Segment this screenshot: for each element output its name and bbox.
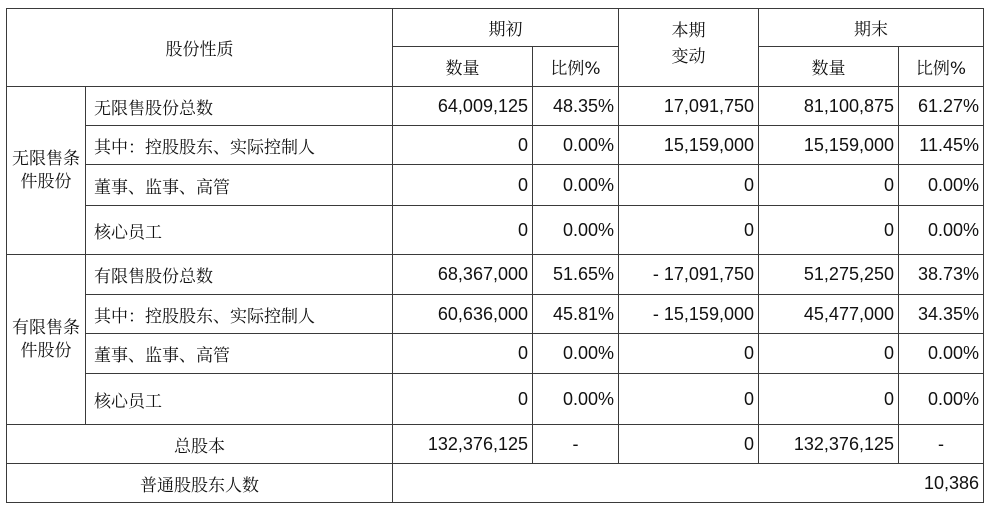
table-row	[7, 374, 984, 425]
row-label: 无限售股份总数	[86, 87, 393, 126]
change-cell: 0	[619, 334, 759, 374]
begin-qty-cell: 0	[393, 165, 533, 206]
holders-row	[7, 464, 984, 503]
begin-ratio-cell: 45.81%	[533, 295, 619, 334]
begin-qty-cell: 0	[393, 206, 533, 255]
header-change-line2: 变动	[671, 46, 706, 67]
table-row	[7, 126, 984, 165]
end-ratio-cell: 0.00%	[899, 165, 984, 206]
table-row	[7, 295, 984, 334]
header-period-end: 期末	[759, 9, 984, 47]
begin-qty-cell: 0	[393, 126, 533, 165]
table-row	[7, 165, 984, 206]
begin-qty-cell: 68,367,000	[393, 255, 533, 295]
end-ratio-cell: 38.73%	[899, 255, 984, 295]
header-end-ratio: 比例%	[899, 47, 984, 87]
begin-qty-cell: 0	[393, 334, 533, 374]
change-cell: 17,091,750	[619, 87, 759, 126]
begin-ratio-cell: 48.35%	[533, 87, 619, 126]
change-cell: 15,159,000	[619, 126, 759, 165]
change-cell: 0	[619, 374, 759, 425]
category-restricted: 有限售条件股份	[7, 255, 86, 425]
begin-ratio-cell: 0.00%	[533, 206, 619, 255]
header-begin-ratio: 比例%	[533, 47, 619, 87]
end-qty-cell: 0	[759, 334, 899, 374]
table-row	[7, 255, 984, 295]
total-end-qty: 132,376,125	[759, 425, 899, 464]
end-ratio-cell: 0.00%	[899, 374, 984, 425]
end-ratio-cell: 11.45%	[899, 126, 984, 165]
end-qty-cell: 51,275,250	[759, 255, 899, 295]
end-qty-cell: 0	[759, 165, 899, 206]
row-label: 核心员工	[86, 206, 393, 255]
total-change: 0	[619, 425, 759, 464]
end-ratio-cell: 0.00%	[899, 334, 984, 374]
table-row	[7, 334, 984, 374]
total-begin-qty: 132,376,125	[393, 425, 533, 464]
begin-qty-cell: 64,009,125	[393, 87, 533, 126]
holders-label: 普通股股东人数	[7, 464, 393, 503]
row-label: 董事、监事、高管	[86, 334, 393, 374]
begin-ratio-cell: 0.00%	[533, 165, 619, 206]
row-label: 有限售股份总数	[86, 255, 393, 295]
end-ratio-cell: 0.00%	[899, 206, 984, 255]
change-cell: - 17,091,750	[619, 255, 759, 295]
end-qty-cell: 15,159,000	[759, 126, 899, 165]
begin-qty-cell: 0	[393, 374, 533, 425]
table-row	[7, 206, 984, 255]
change-cell: - 15,159,000	[619, 295, 759, 334]
header-period-change	[619, 9, 759, 87]
total-end-ratio: -	[899, 425, 984, 464]
change-cell: 0	[619, 165, 759, 206]
end-ratio-cell: 61.27%	[899, 87, 984, 126]
begin-ratio-cell: 51.65%	[533, 255, 619, 295]
row-label: 其中：控股股东、实际控制人	[86, 126, 393, 165]
begin-ratio-cell: 0.00%	[533, 374, 619, 425]
change-cell: 0	[619, 206, 759, 255]
header-change-line1: 本期	[671, 21, 706, 41]
total-begin-ratio: -	[533, 425, 619, 464]
header-end-qty: 数量	[759, 47, 899, 87]
header-begin-qty: 数量	[393, 47, 533, 87]
total-label: 总股本	[7, 425, 393, 464]
share-structure-table	[6, 8, 984, 503]
header-row-1	[7, 9, 984, 47]
category-unrestricted: 无限售条件股份	[7, 87, 86, 255]
row-label: 其中：控股股东、实际控制人	[86, 295, 393, 334]
begin-qty-cell: 60,636,000	[393, 295, 533, 334]
header-period-begin: 期初	[393, 9, 619, 47]
header-share-nature: 股份性质	[7, 9, 393, 87]
begin-ratio-cell: 0.00%	[533, 334, 619, 374]
table-row	[7, 87, 984, 126]
begin-ratio-cell: 0.00%	[533, 126, 619, 165]
row-label: 核心员工	[86, 374, 393, 425]
end-ratio-cell: 34.35%	[899, 295, 984, 334]
total-row	[7, 425, 984, 464]
end-qty-cell: 45,477,000	[759, 295, 899, 334]
end-qty-cell: 0	[759, 206, 899, 255]
end-qty-cell: 81,100,875	[759, 87, 899, 126]
holders-value: 10,386	[393, 464, 984, 503]
end-qty-cell: 0	[759, 374, 899, 425]
row-label: 董事、监事、高管	[86, 165, 393, 206]
